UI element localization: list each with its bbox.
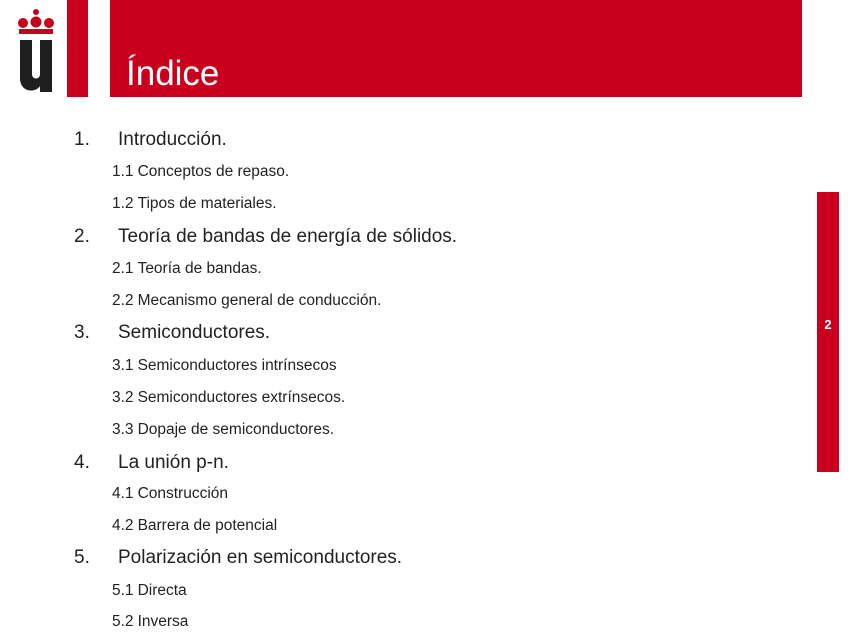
subsection-number: 1.2 [112,195,134,212]
subsection-title: Semiconductores extrínsecos. [137,389,346,406]
subsection-number: 3.1 [112,357,134,374]
toc-subsection [112,581,187,601]
section-number: 5. [74,547,90,568]
subsection-number: 4.2 [112,517,134,534]
toc-subsection [112,194,277,214]
toc-subsection [112,484,228,504]
subsection-number: 4.1 [112,485,134,502]
toc-section [74,225,457,249]
section-title: Semiconductores. [118,322,271,343]
subsection-title: Semiconductores intrínsecos [137,357,337,374]
subsection-number: 5.2 [112,613,134,630]
toc-subsection [112,291,381,311]
toc-subsection [112,612,188,632]
subsection-title: Conceptos de repaso. [137,163,290,180]
subsection-title: Dopaje de semiconductores. [137,421,335,438]
toc-subsection [112,388,345,408]
toc-section [74,546,402,570]
subsection-title: Teoría de bandas. [137,260,262,277]
subsection-title: Barrera de potencial [137,517,278,534]
section-title: Introducción. [118,129,227,150]
section-title: Polarización en semiconductores. [118,547,403,568]
toc-section [74,451,229,475]
subsection-number: 3.2 [112,389,134,406]
toc-subsection [112,356,337,376]
subsection-title: Directa [137,582,187,599]
toc-subsection [112,162,289,182]
toc-subsection [112,516,277,536]
section-number: 4. [74,452,90,473]
subsection-title: Construcción [137,485,229,502]
subsection-number: 1.1 [112,163,134,180]
section-number: 1. [74,129,90,150]
subsection-number: 3.3 [112,421,134,438]
subsection-number: 2.1 [112,260,134,277]
toc-subsection [112,259,262,279]
subsection-title: Inversa [137,613,189,630]
page-number-tab [817,192,839,472]
page-number: 2 [824,317,832,332]
toc-section [74,321,270,345]
subsection-title: Mecanismo general de conducción. [137,292,382,309]
subsection-title: Tipos de materiales. [137,195,277,212]
toc-subsection [112,420,334,440]
section-number: 2. [74,226,90,247]
subsection-number: 5.1 [112,582,134,599]
section-title: Teoría de bandas de energía de sólidos. [118,226,458,247]
subsection-number: 2.2 [112,292,134,309]
toc-section [74,128,227,152]
section-title: La unión p-n. [118,452,229,473]
page-title: Índice [126,54,220,93]
section-number: 3. [74,322,90,343]
